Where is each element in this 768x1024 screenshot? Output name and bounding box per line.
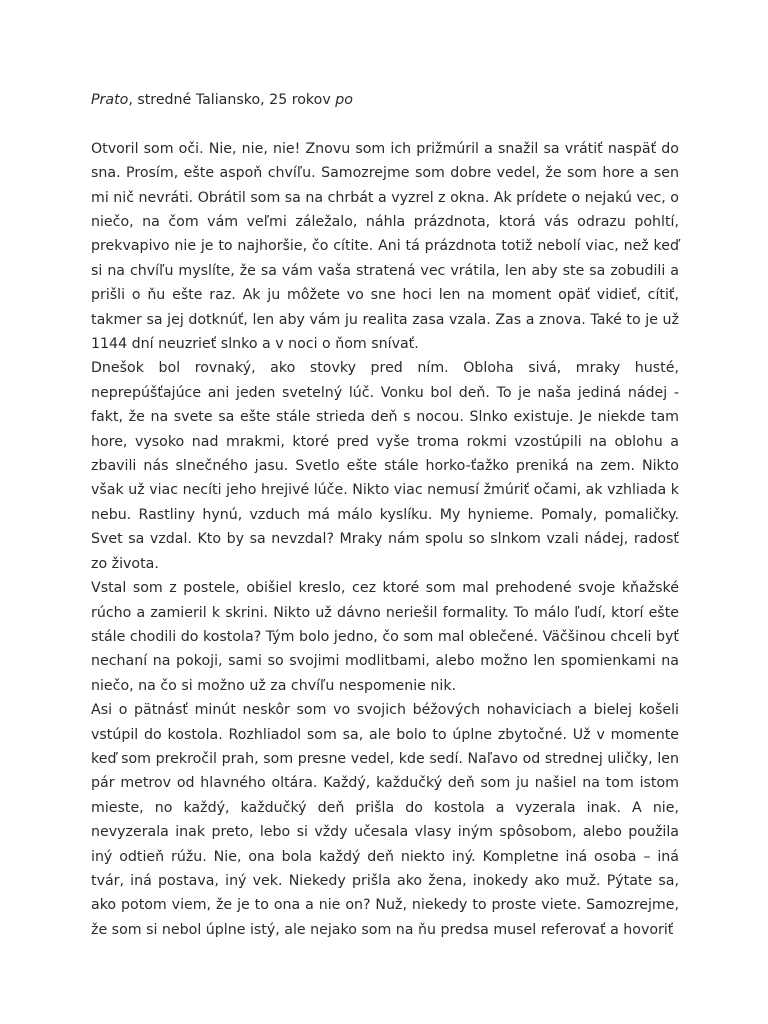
paragraph-2: Dnešok bol rovnaký, ako stovky pred ním. Obloha sivá, mraky husté, neprepúšťajúce ani jeden svetelný lúč. Vonku bol deň. To je naša jediná nádej - fakt, že na svete sa ešte stále strieda deň s nocou. Slnko existuje. Je niekde tam hore, vysoko nad mrakmi, ktoré pred vyše troma rokmi vzostúpili na oblohu a zbavili nás slnečného jasu. Svetlo ešte stále horko-ťažko preniká na zem. Nikto však už viac necíti jeho hrejivé lúče. Nikto viac nemusí žmúriť očami, ak vzhliada k nebu. Rastliny hynú, vzduch má málo kyslíku. My hynieme. Pomaly, pomaličky. Svet sa vzdal. Kto by sa nevzdal? Mraky nám spolu so slnkom vzali nádej, radosť zo života. [91, 360, 679, 572]
document-body [91, 88, 679, 942]
blank-line [91, 112, 679, 136]
heading-middle: , stredné Taliansko, 25 rokov [128, 92, 336, 108]
paragraph-4: Asi o pätnásť minút neskôr som vo svojich béžových nohaviciach a bielej košeli vstúpil do kostola. Rozhliadol som sa, ale bolo to úplne zbytočné. Už v momente keď som prekročil prah, som presne vedel, kde sedí. Naľavo od strednej uličky, len pár metrov od hlavného oltára. Každý, každučký deň som ju našiel na tom istom mieste, no každý, každučký deň prišla do kostola a vyzerala inak. A nie, nevyzerala inak preto, lebo si vždy učesala vlasy iným spôsobom, alebo použila iný odtieň rúžu. Nie, ona bola každý deň niekto iný. Kompletne iná osoba – iná tvár, iná postava, iný vek. Niekedy prišla ako žena, inokedy ako muž. Pýtate sa, ako potom viem, že je to ona a nie on? Nuž, niekedy to proste viete. Samozrejme, že som si nebol úplne istý, ale nejako som na ňu predsa musel referovať a hovoriť [91, 702, 679, 938]
chapter-heading [91, 88, 679, 112]
heading-suffix: po [335, 92, 353, 108]
heading-place: Prato [91, 92, 129, 108]
paragraph-1: Otvoril som oči. Nie, nie, nie! Znovu som ich prižmúril a snažil sa vrátiť naspäť do sna. Prosím, ešte aspoň chvíľu. Samozrejme som dobre vedel, že som hore a sen mi nič nevráti. Obrátil som sa na chrbát a vyzrel z okna. Ak prídete o nejakú vec, o niečo, na čom vám veľmi záležalo, náhla prázdnota, ktorá vás odrazu pohltí, prekvapivo nie je to najhoršie, čo cítite. Ani tá prázdnota totiž nebolí viac, než keď si na chvíľu myslíte, že sa vám vaša stratená vec vrátila, len aby ste sa zobudili a prišli o ňu ešte raz. Ak ju môžete vo sne hoci len na moment opäť vidieť, cítiť, takmer sa jej dotknúť, len aby vám ju realita zasa vzala. Zas a znova. Také to je už 1144 dní neuzrieť slnko a v noci o ňom snívať. [91, 140, 679, 353]
paragraph-3: Vstal som z postele, obišiel kreslo, cez ktoré som mal prehodené svoje kňažské rúcho a zamieril k skrini. Nikto už dávno neriešil formality. To málo ľudí, ktorí ešte stále chodili do kostola? Tým bolo jedno, čo som mal oblečené. Väčšinou chceli byť nechaní na pokoji, sami so svojimi modlitbami, alebo možno len spomienkami na niečo, na čo si možno už za chvíľu nespomenie nik. [91, 580, 679, 694]
